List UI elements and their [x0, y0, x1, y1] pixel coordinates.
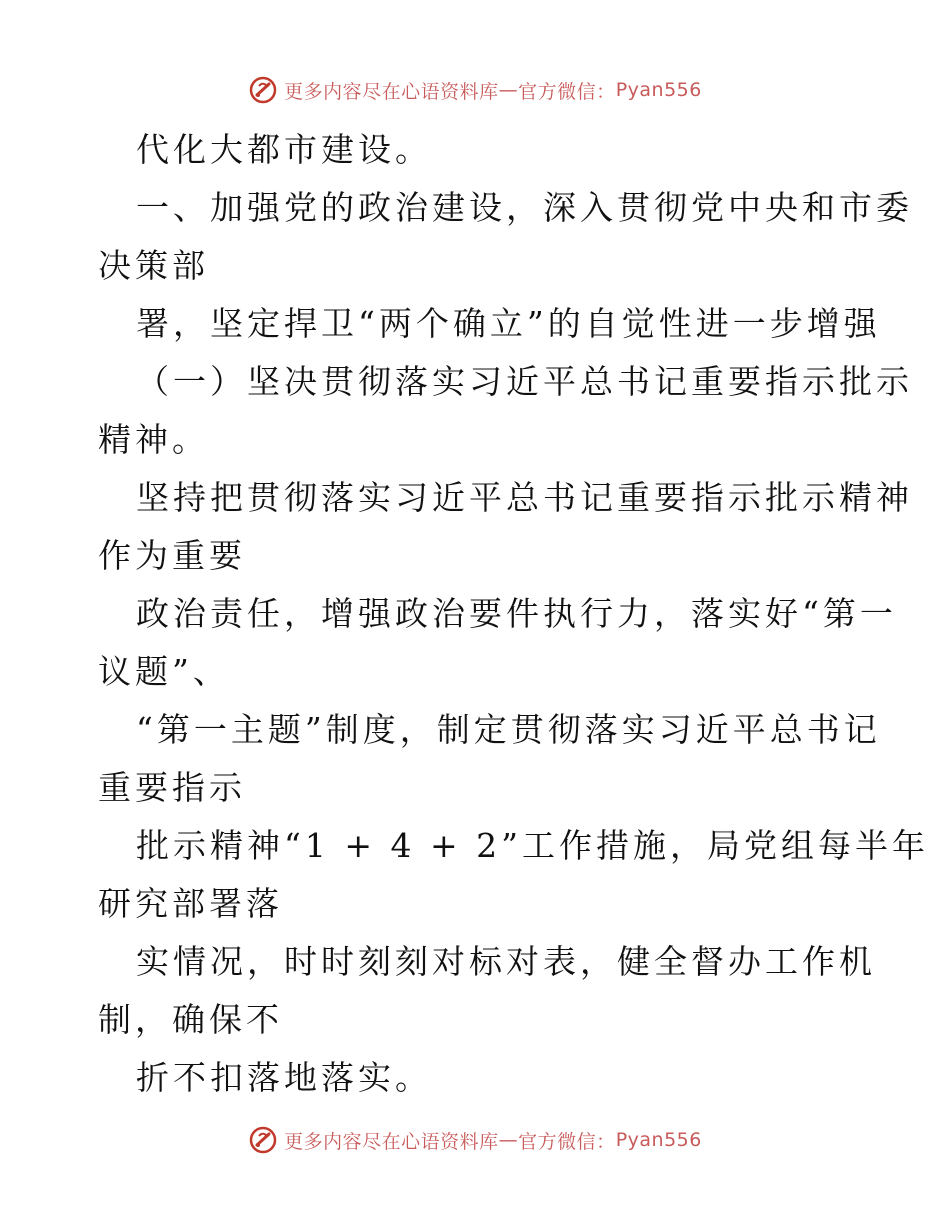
body-line: 精神。 — [98, 420, 209, 459]
watermark-wechat-id: Pyan556 — [615, 79, 702, 101]
body-line: 坚持把贯彻落实习近平总书记重要指示批示精神 — [136, 478, 913, 517]
watermark-logo-icon — [248, 1125, 278, 1155]
body-line: 一、加强党的政治建设，深入贯彻党中央和市委 — [136, 188, 913, 227]
footer-watermark — [0, 1120, 950, 1160]
watermark-text: 更多内容尽在心语资料库 — [284, 1130, 499, 1153]
body-line: “第一主题”制度，制定贯彻落实习近平总书记 — [136, 710, 881, 749]
body-line: （一）坚决贯彻落实习近平总书记重要指示批示 — [136, 362, 913, 401]
body-line: 制，确保不 — [98, 1000, 283, 1039]
watermark-separator: — — [498, 1129, 519, 1151]
watermark-wechat-id: Pyan556 — [615, 1129, 702, 1151]
watermark-wechat-label: 官方微信： — [518, 1130, 616, 1153]
body-line: 批示精神“1 + 4 + 2”工作措施，局党组每半年 — [136, 826, 929, 865]
body-line: 研究部署落 — [98, 884, 283, 923]
body-line: 议题”、 — [98, 652, 230, 691]
body-line: 政治责任，增强政治要件执行力，落实好“第一 — [136, 594, 897, 633]
body-line: 作为重要 — [98, 536, 246, 575]
body-line: 署，坚定捍卫“两个确立”的自觉性进一步增强 — [136, 304, 881, 343]
watermark-logo-icon — [248, 75, 278, 105]
watermark-separator: — — [498, 79, 519, 101]
body-line: 实情况，时时刻刻对标对表，健全督办工作机 — [136, 942, 876, 981]
body-line: 折不扣落地落实。 — [136, 1058, 432, 1097]
header-watermark — [0, 70, 950, 110]
watermark-wechat-label: 官方微信： — [518, 80, 616, 103]
body-line: 决策部 — [98, 246, 209, 285]
watermark-text: 更多内容尽在心语资料库 — [284, 80, 499, 103]
body-line: 重要指示 — [98, 768, 246, 807]
body-line: 代化大都市建设。 — [136, 130, 432, 169]
